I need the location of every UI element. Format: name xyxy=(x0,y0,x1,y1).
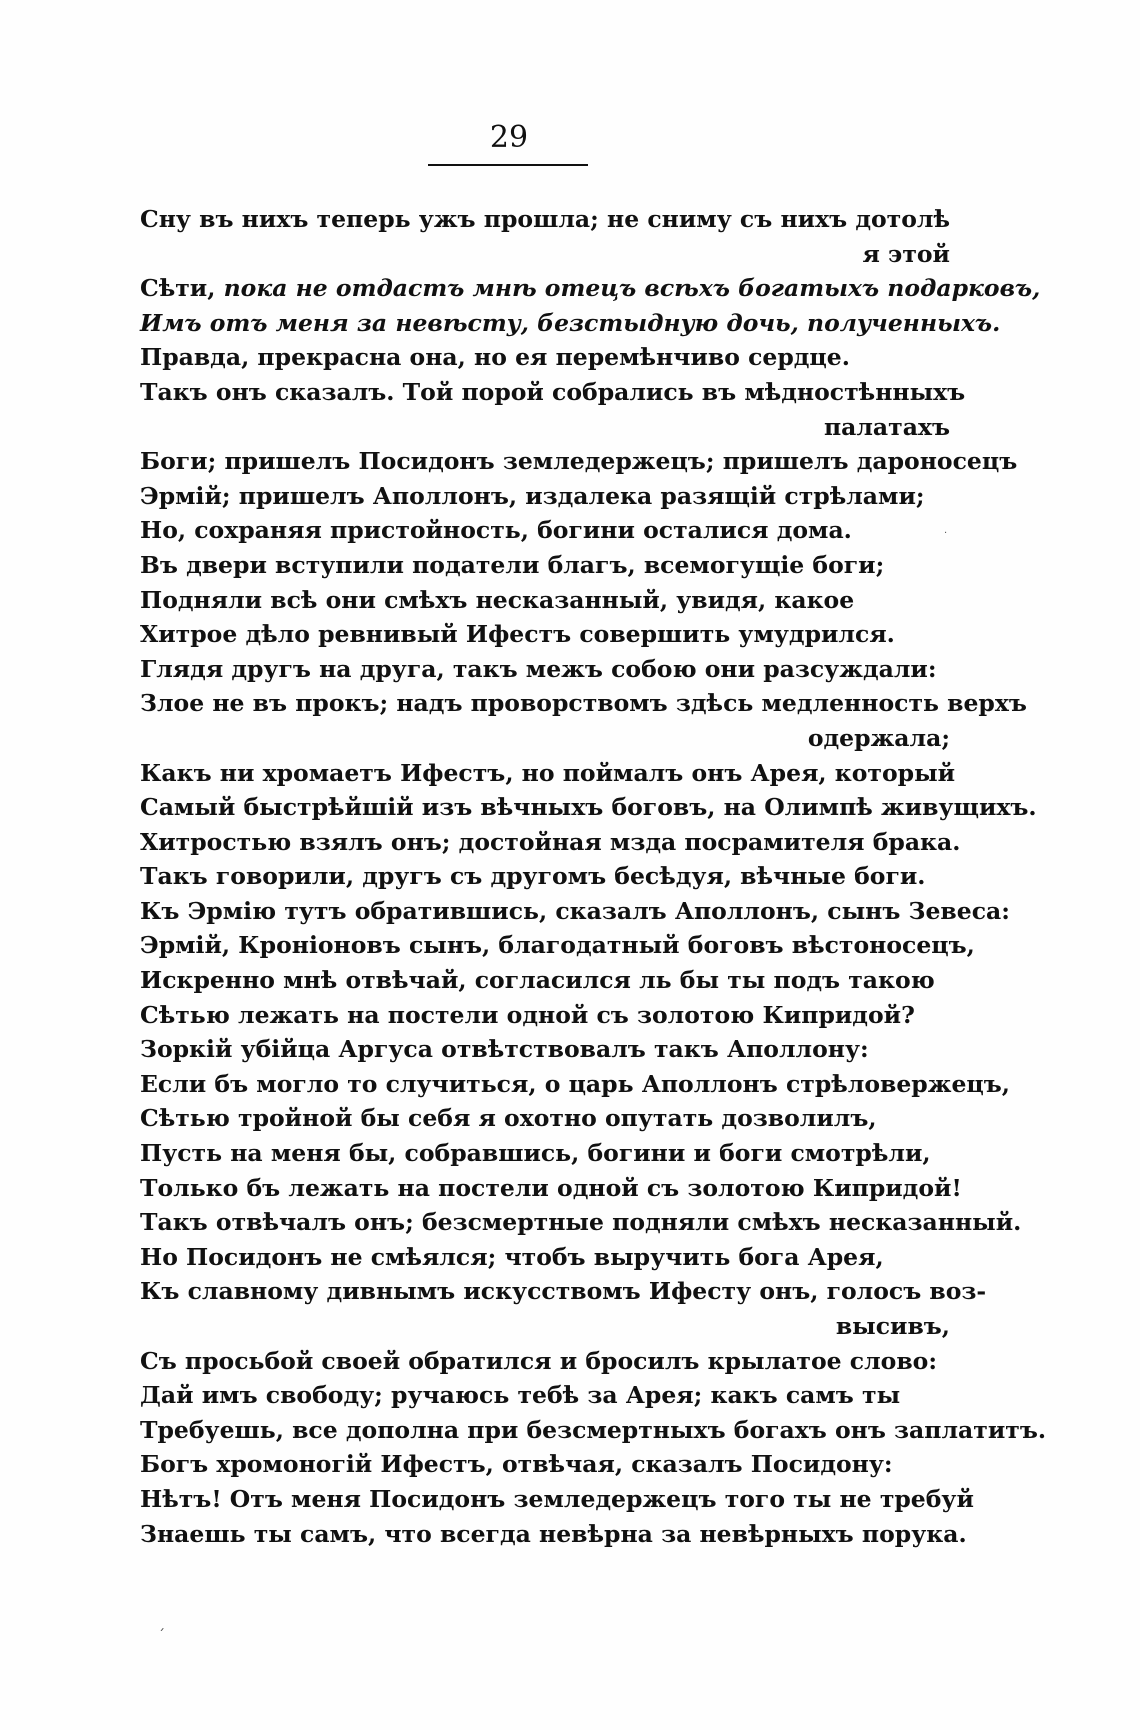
poem-line: Дай имъ свободу; ручаюсь тебѣ за Арея; какъ самъ ты xyxy=(140,1381,901,1410)
poem-line: Подняли всѣ они смѣхъ несказанный, увидя, какое xyxy=(140,585,855,614)
poem-line: Такъ говорили, другъ съ другомъ бесѣдуя, вѣчные боги. xyxy=(140,862,926,891)
poem-line: Такъ отвѣчалъ онъ; безсмертные подняли смѣхъ несказанный. xyxy=(140,1208,1022,1237)
stray-print-dot: · xyxy=(944,528,948,539)
poem-line: Какъ ни хромаетъ Ифестъ, но поймалъ онъ Арея, который xyxy=(140,758,956,787)
poem-line: Къ Эрмію тутъ обратившись, сказалъ Аполлонъ, сынъ Зевеса: xyxy=(140,896,1010,925)
poem-line-start: Сѣти, xyxy=(140,274,224,303)
poem-line: Съ просьбой своей обратился и бросилъ крылатое слово: xyxy=(140,1346,937,1375)
poem-line: Нѣтъ! Отъ меня Посидонъ земледержецъ того ты не требуй xyxy=(140,1484,974,1513)
poem-line-continuation: одержала; xyxy=(807,723,950,752)
poem-line: Глядя другъ на друга, такъ межъ собою они разсуждали: xyxy=(140,654,937,683)
poem-line-italic: пока не отдастъ мнѣ отецъ всѣхъ богатыхъ подарковъ, xyxy=(223,274,1041,303)
poem-line: Хитростью взялъ онъ; достойная мзда посрамителя брака. xyxy=(140,827,961,856)
poem-line: Знаешь ты самъ, что всегда невѣрна за невѣрныхъ порука. xyxy=(140,1519,967,1548)
poem-text xyxy=(140,202,1047,1551)
stray-print-mark: ´ xyxy=(158,1628,165,1644)
poem-line: Сѣтью тройной бы себя я охотно опутать дозволилъ, xyxy=(140,1104,877,1133)
poem-line: Пусть на меня бы, собравшись, богини и боги смотрѣли, xyxy=(140,1139,931,1168)
poem-line: Если бъ могло то случиться, о царь Аполлонъ стрѣловержецъ, xyxy=(140,1069,1010,1098)
poem-line: Имъ отъ меня за невѣсту, безстыдную дочь, полученныхъ. xyxy=(140,308,1001,337)
page-number: 29 xyxy=(489,120,529,155)
poem-line-continuation: высивъ, xyxy=(835,1312,950,1340)
page-number-rule xyxy=(428,164,588,166)
poem-line: Только бъ лежать на постели одной съ золотою Кипридой! xyxy=(140,1173,962,1202)
poem-line xyxy=(140,271,1041,306)
poem-line: Хитрое дѣло ревнивый Ифестъ совершить умудрился. xyxy=(140,620,895,649)
poem-line: Такъ онъ сказалъ. Той порой собрались въ мѣдностѣнныхъ xyxy=(140,377,966,406)
poem-line: Сну въ нихъ теперь ужъ прошла; не сниму съ нихъ дотолѣ xyxy=(140,205,950,233)
poem-line: Правда, прекрасна она, но ея перемѣнчиво сердце. xyxy=(140,343,850,372)
poem-line: Богъ хромоногій Ифестъ, отвѣчая, сказалъ Посидону: xyxy=(140,1450,893,1479)
poem-line: Но Посидонъ не смѣялся; чтобъ выручить бога Арея, xyxy=(140,1242,884,1271)
poem-line: Эрмій; пришелъ Аполлонъ, издалека разящій стрѣлами; xyxy=(140,481,925,510)
poem-line: Боги; пришелъ Посидонъ земледержецъ; пришелъ дароносецъ xyxy=(140,447,1018,476)
poem-line: Эрмій, Кроніоновъ сынъ, благодатный боговъ вѣстоносецъ, xyxy=(140,931,975,960)
poem-line: Но, сохраняя пристойность, богини осталися дома. xyxy=(140,516,852,545)
poem-line: Самый быстрѣйшій изъ вѣчныхъ боговъ, на Олимпѣ живущихъ. xyxy=(140,793,1037,822)
poem-line-continuation: палатахъ xyxy=(823,412,950,441)
poem-line: Сѣтью лежать на постели одной съ золотою Кипридой? xyxy=(140,1000,915,1029)
poem-line: Искренно мнѣ отвѣчай, согласился ль бы ты подъ такою xyxy=(140,966,935,995)
poem-line: Въ двери вступили податели благъ, всемогущіе боги; xyxy=(140,550,885,579)
poem-line: Требуешь, все дополна при безсмертныхъ богахъ онъ заплатитъ. xyxy=(140,1415,1047,1444)
poem-line: Злое не въ прокъ; надъ проворствомъ здѣсь медленность верхъ xyxy=(140,689,1027,718)
poem-line-continuation: я этой xyxy=(862,239,950,268)
poem-line: Къ славному дивнымъ искусствомъ Ифесту онъ, голосъ воз- xyxy=(140,1277,987,1306)
poem-line: Зоркій убійца Аргуса отвѣтствовалъ такъ Аполлону: xyxy=(140,1035,869,1064)
